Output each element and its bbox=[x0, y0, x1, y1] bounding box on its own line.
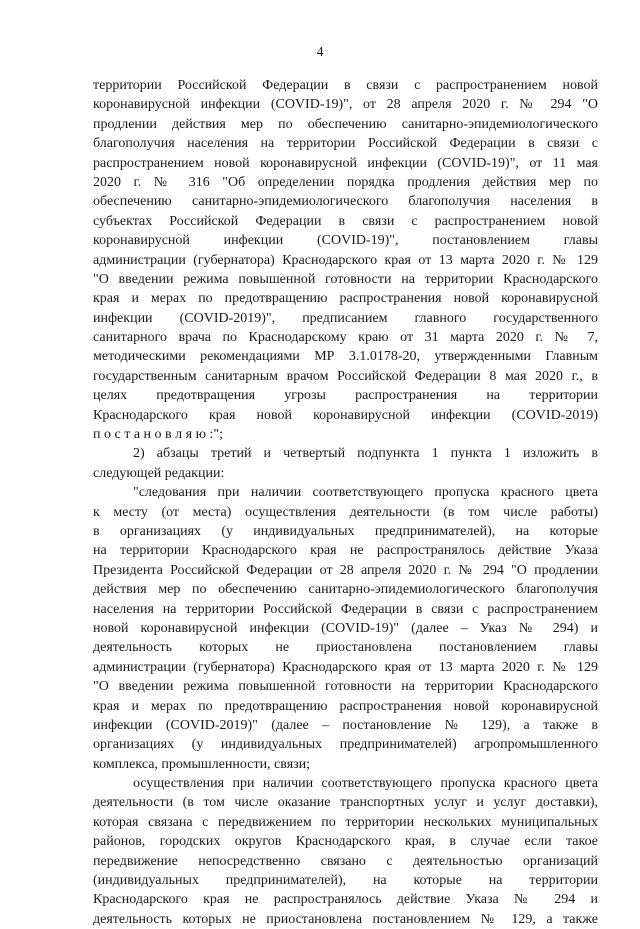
text-line: (индивидуальных предпринимателей), на которые на территории bbox=[93, 873, 598, 889]
text-line: которая связана с передвижением по территории нескольких муниципальных bbox=[93, 814, 598, 830]
text-line: инфекции (COVID-2019)", предписанием главного государственного bbox=[93, 310, 598, 326]
text-line: к месту (от места) осуществления деятельности (в том числе работы) bbox=[93, 504, 598, 520]
text-line: "следования при наличии соответствующего пропуска красного цвета bbox=[133, 485, 598, 501]
text-line: инфекции (COVID-2019)" (далее – постановление № 129), а также в bbox=[93, 717, 598, 733]
text-line: распространением новой коронавирусной инфекции (COVID-19)", от 11 мая bbox=[93, 155, 598, 171]
text-line: санитарного врача по Краснодарскому краю от 31 марта 2020 г. № 7, bbox=[93, 330, 598, 346]
text-line: коронавирусной инфекции (COVID-19)", постановлением главы bbox=[93, 233, 598, 249]
text-line: методическими рекомендациями МР 3.1.0178-20, утвержденными Главным bbox=[93, 349, 598, 365]
text-line: обеспечению санитарно-эпидемиологического благополучия населения в bbox=[93, 194, 598, 210]
text-line: целях предотвращения угрозы распространения на территории bbox=[93, 388, 598, 404]
text-line: действия мер по обеспечению санитарно-эпидемиологического благополучия bbox=[93, 582, 598, 598]
text-line: коронавирусной инфекции (COVID-19)", от 28 апреля 2020 г. № 294 "О bbox=[93, 97, 598, 113]
text-line: благополучия населения на территории Российской Федерации в связи с bbox=[93, 136, 598, 152]
text-line: Краснодарского края новой коронавирусной инфекции (COVID-2019) bbox=[93, 407, 598, 423]
text-line: новой коронавирусной инфекции (COVID-19)" (далее – Указ № 294) и bbox=[93, 620, 598, 636]
text-line: "О введении режима повышенной готовности на территории Краснодарского bbox=[93, 271, 598, 287]
document-body bbox=[93, 76, 598, 929]
text-line: передвижение непосредственно связано с деятельностью организаций bbox=[93, 853, 598, 869]
page-number: 4 bbox=[316, 45, 324, 60]
text-line: территории Российской Федерации в связи с распространением новой bbox=[93, 78, 598, 93]
text-line: 2) абзацы третий и четвертый подпункта 1 пункта 1 изложить в bbox=[133, 446, 598, 462]
text-line: края и мерах по предотвращению распространения новой коронавирусной bbox=[93, 698, 598, 714]
text-line: на территории Краснодарского края не распространялось действие Указа bbox=[93, 543, 598, 559]
text-line: следующей редакции: bbox=[93, 465, 225, 481]
text-line: Президента Российской Федерации от 28 апреля 2020 г. № 294 "О продлении bbox=[93, 562, 598, 578]
text-line: края и мерах по предотвращению распространения новой коронавирусной bbox=[93, 291, 598, 307]
text-line: в организациях (у индивидуальных предпринимателей), на которые bbox=[93, 523, 598, 539]
text-line: администрации (губернатора) Краснодарского края от 13 марта 2020 г. № 129 bbox=[93, 252, 598, 268]
text-line: Краснодарского края не распространялось действие Указа № 294 и bbox=[93, 892, 598, 908]
text-line: "О введении режима повышенной готовности на территории Краснодарского bbox=[93, 679, 598, 695]
text-line: деятельность которых не приостановлена постановлением главы bbox=[93, 640, 598, 656]
text-line: государственным санитарным врачом Российской Федерации 8 мая 2020 г., в bbox=[93, 368, 598, 384]
text-line: населения на территории Российской Федерации в связи с распространением bbox=[93, 601, 598, 617]
text-line: организациях (у индивидуальных предпринимателей) агропромышленного bbox=[93, 737, 598, 753]
text-line: комплекса, промышленности, связи; bbox=[93, 756, 311, 772]
text-line: районов, городских округов Краснодарского края, в случае если такое bbox=[93, 834, 598, 850]
text-line: продлении действия мер по обеспечению санитарно-эпидемиологического bbox=[93, 116, 598, 132]
text-line: деятельность которых не приостановлена постановлением № 129, а также bbox=[93, 911, 598, 927]
text-line: администрации (губернатора) Краснодарского края от 13 марта 2020 г. № 129 bbox=[93, 659, 598, 675]
text-line: деятельности (в том числе оказание транспортных услуг и услуг доставки), bbox=[93, 795, 598, 811]
text-line: субъектах Российской Федерации в связи с распространением новой bbox=[93, 213, 598, 229]
text-line: п о с т а н о в л я ю :"; bbox=[93, 427, 224, 443]
text-line: осуществления при наличии соответствующего пропуска красного цвета bbox=[133, 776, 598, 792]
text-line: 2020 г. № 316 "Об определении порядка продления действия мер по bbox=[93, 174, 598, 190]
